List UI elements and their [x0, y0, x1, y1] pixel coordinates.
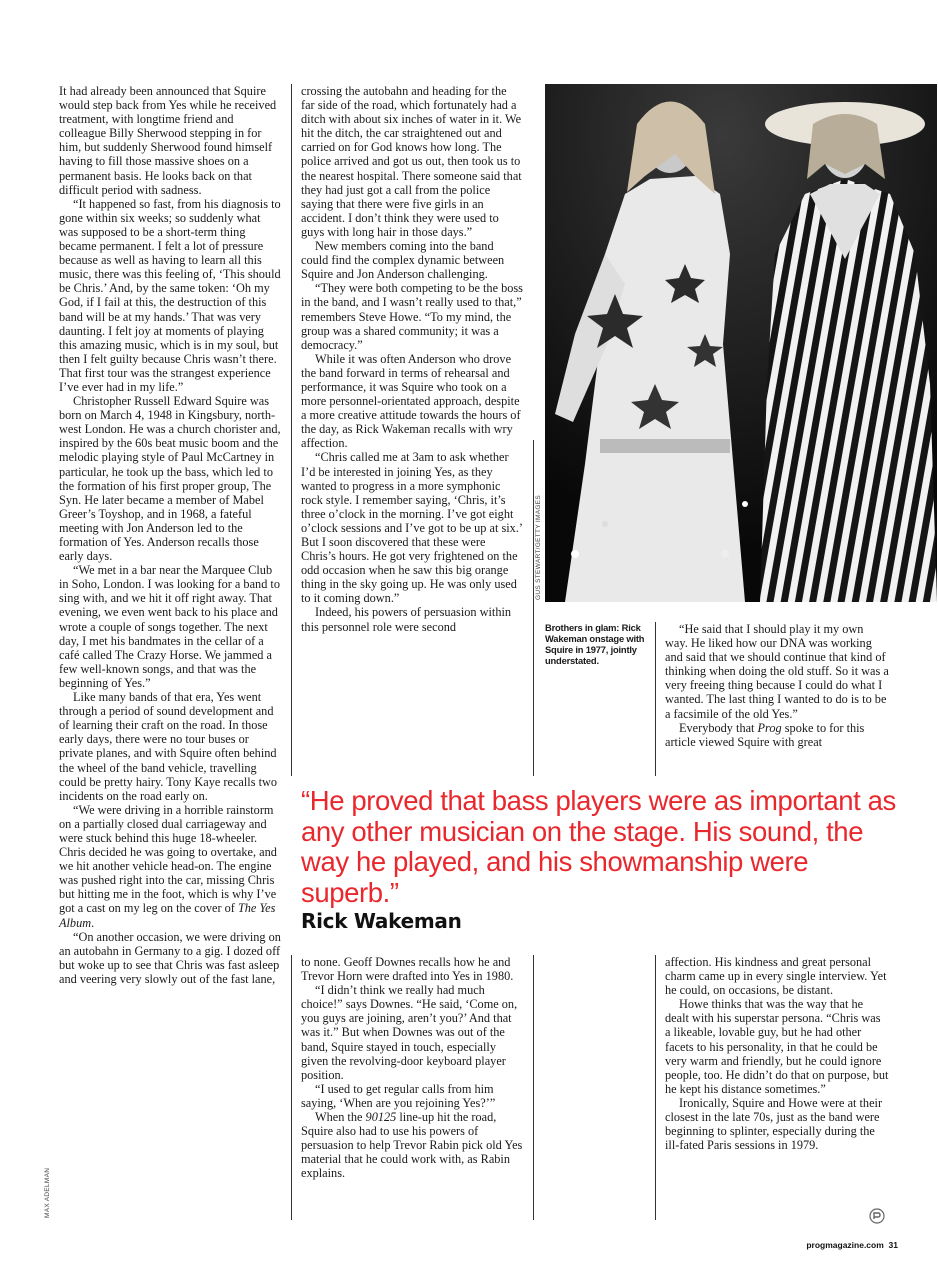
column-divider [533, 955, 534, 1220]
paragraph [665, 721, 889, 749]
magazine-name: Prog [757, 720, 782, 735]
paragraph: Like many bands of that era, Yes went through a period of sound development and of learning their craft on the road. In those early days, there were no tour buses or private planes, and with Squire often behind the wheel of the band vehicle, travelling could be pretty hairy. Tony Kaye recalls two incidents on the road early on. [59, 690, 278, 803]
paragraph: “We met in a bar near the Marquee Club in Soho, London. I was looking for a band to sing with, and we hit it off right away. That evening, we even went back to his place and wrote a couple of songs together. The next day, I met his bandmates in the cellar of a café called The Crazy Horse. We jammed a few well-known songs, and that was the beginning of Yes.” [59, 563, 280, 690]
site-url: progmagazine.com [806, 1240, 884, 1250]
column-divider [655, 622, 656, 776]
paragraph-text: spoke to for this article viewed Squire with great [665, 720, 865, 749]
column-divider [655, 955, 656, 1220]
paragraph-text: When the [315, 1110, 366, 1125]
paragraph: “We were driving in a horrible rainstorm on a partially closed dual carriageway and were stuck behind this huge 18-wheeler. Chris decided he was going to overtake, and we hit another vehicle head-on. The engine was pushed right into the car, missing Chris but hitting me in the foot, which is why I’ve got a cast on my leg on the cover of The Yes Album. [59, 802, 277, 930]
credit-text: MAX ADELMAN [44, 1167, 51, 1218]
paragraph: Howe thinks that was the way that he dealt with his superstar persona. “Chris was a likeable, lovable guy, but he had other facets to his personality, in that he could be very warm and friendly, but he could ignore people, too. He didn’t do that on purpose, but he kept his distance sometimes.” [665, 997, 889, 1096]
paragraph: “I used to get regular calls from him saying, ‘When are you rejoining Yes?’” [301, 1081, 496, 1110]
credit-text: GUS STEWART/GETTY IMAGES [535, 495, 542, 600]
concert-photo [545, 84, 937, 602]
paragraph: to none. Geoff Downes recalls how he and Trevor Horn were drafted into Yes in 1980. [301, 955, 514, 984]
article-column-4 [665, 955, 889, 1152]
page-number: 31 [888, 1240, 898, 1250]
photo-credit [534, 440, 546, 602]
paragraph: Ironically, Squire and Howe were at their closest in the late 70s, just as the band were beginning to splinter, especially during the ill-fated Paris sessions in 1979. [665, 1095, 883, 1153]
paragraph: “Chris called me at 3am to ask whether I’d be interested in joining Yes, as they wanted to progress in a more symphonic rock style. I remember saying, ‘Chris, it’s three o’clock in the morning. I’ve got eight o’clock sessions and I’ve got to be up at six.’ But I soon discovered that these were Chris’s hours. He got very frightened on the odd occasion when he saw this big orange thing in the sky going up. He was only used to it coming down.” [301, 450, 523, 606]
column-divider [291, 84, 292, 776]
paragraph: While it was often Anderson who drove the band forward in terms of rehearsal and performance, it was Squire who took on a more personnel-orientated approach, despite a more creative attitude towards the hours of the day, as Rick Wakeman recalls with wry affection. [301, 351, 521, 451]
paragraph-text: Everybody that [679, 720, 758, 735]
pull-quote: “He proved that bass players were as important as any other musician on the stage. His sound, the way he played, and his showmanship were superb.” [301, 785, 896, 908]
paragraph: crossing the autobahn and heading for the far side of the road, which fortunately had a ditch with about six inches of water in it. We hit the ditch, the car straightened out and carried on for God knows how long. The police arrived and got us out, then took us to the nearest hospital. There someone said that they had just got a call from the police saying that there were five girls in an accident. I don’t think they were used to guys with long hair in those days.” [301, 84, 522, 239]
article-column-1 [59, 84, 281, 986]
paragraph: “They were both competing to be the boss in the band, and I wasn’t really used to that,” remembers Steve Howe. “To my mind, the group was a shared community; it was a democracy.” [301, 281, 523, 352]
album-title: 90125 [365, 1110, 397, 1125]
paragraph: “On another occasion, we were driving on an autobahn in Germany to a gig. I dozed off but woke up to see that Chris was fast asleep and veering very slowly out of the fast lane, [59, 929, 281, 986]
paragraph: New members coming into the band could find the complex dynamic between Squire and Jon Anderson challenging. [301, 239, 505, 282]
paragraph: Christopher Russell Edward Squire was born on March 4, 1948 in Kingsbury, north-west London. He was a church chorister and, inspired by the 60s beat music boom and the melodic playing style of Paul McCartney in particular, he took up the bass, which led to the formation of his first proper group, The Syn. He later became a member of Mabel Greer’s Toyshop, and in 1968, a fateful meeting with Jon Anderson led to the formation of Yes. Anderson recalls those early days. [59, 394, 281, 564]
photo-caption: Brothers in glam: Rick Wakeman onstage with Squire in 1977, jointly understated. [545, 622, 645, 666]
paragraph: “He said that I should play it my own way. He liked how our DNA was working and said that we should continue that kind of thinking when doing the old stuff. So it was a very freeing thing because I could do what I wanted. The last thing I wanted to do is to be a facsimile of the old Yes.” [665, 622, 889, 721]
paragraph: “I didn’t think we really had much choice!” says Downes. “He said, ‘Come on, you guys are joining, aren’t you?’ And that was it.” But when Downes was out of the band, Squire stayed in touch, especially given the revolving-door keyboard player position. [301, 983, 518, 1082]
paragraph: Indeed, his powers of persuasion within this personnel role were second [301, 605, 512, 634]
pull-quote-attribution: Rick Wakeman [301, 909, 462, 933]
paragraph: It had already been announced that Squire would step back from Yes while he received treatment, with longtime friend and colleague Billy Sherwood stepping in for him, but suddenly Sherwood found himself having to fill those massive shoes on a permanent basis. He looks back on that difficult period with sadness. [59, 84, 277, 197]
photographer-credit-left [43, 1150, 55, 1220]
paragraph-text: “We were driving in a horrible rainstorm on a partially closed dual carriageway and were stuck behind this huge 18-wheeler. Chris decided he was going to overtake, and we hit another vehicle head-on. The engine was pushed right into the car, missing Chris but hitting me in the foot, which is why I’ve got a cast on my leg on the cover of [59, 802, 277, 916]
article-column-5 [665, 622, 889, 749]
paragraph-text: line-up hit the road, Squire also had to use his powers of persuasion to help Trevor Rabin pick old Yes material that he could work with, as Rabin explains. [301, 1110, 523, 1181]
paragraph: “It happened so fast, from his diagnosis to gone within six weeks; so suddenly what was supposed to be a short-term thing became permanent. I felt a lot of pressure because as well as having to learn all this music, there was this feeling of, ‘This should be Chris.’ And, by the same token: ‘Oh my God, if I fail at this, the destruction of this band will be at my hands.’ That was very daunting. I felt joy at moments of playing this amazing music, which is in my soul, but then I felt guilty because Chris wasn’t there. That first tour was the strangest experience I’ve ever had in my life.” [59, 196, 281, 394]
end-mark-icon [869, 1208, 885, 1224]
column-divider [291, 955, 292, 1220]
article-column-2 [301, 84, 523, 634]
paragraph: affection. His kindness and great personal charm came up in every single interview. Yet he could, on occasions, be distant. [665, 955, 887, 998]
article-column-3 [301, 955, 523, 1181]
paragraph [301, 1110, 523, 1180]
album-title: The Yes Album [59, 901, 276, 930]
page-folio [806, 1240, 898, 1250]
concert-photo-illustration [545, 84, 937, 602]
